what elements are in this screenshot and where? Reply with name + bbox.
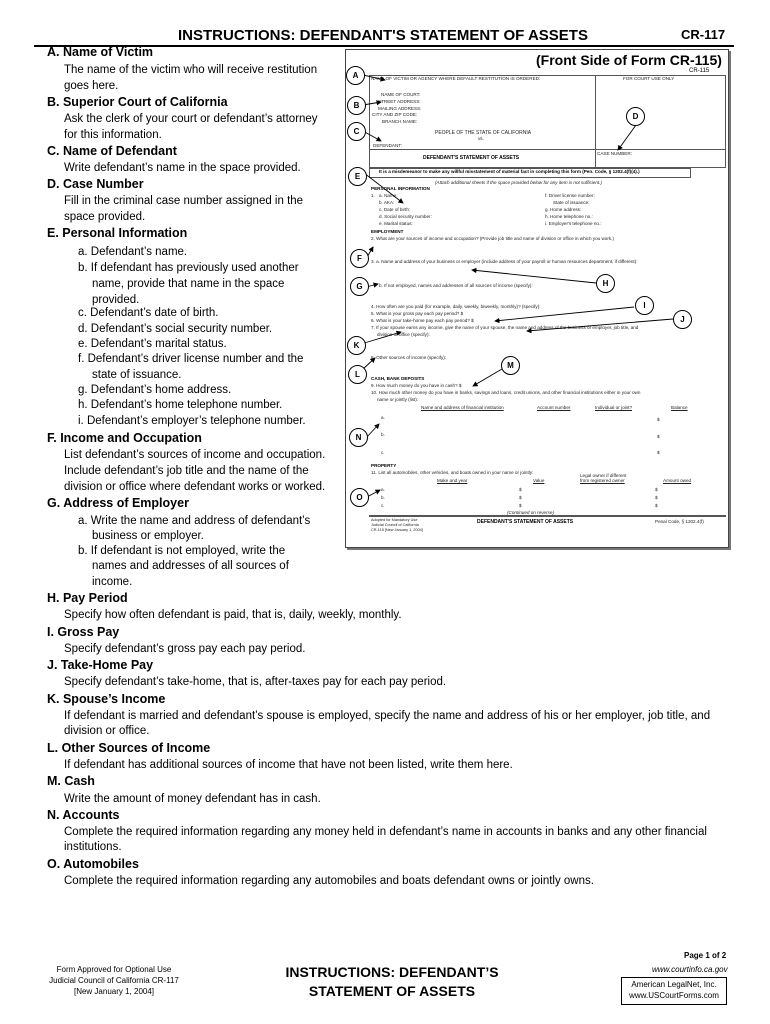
home-address-label: g. Home address:	[545, 207, 582, 212]
q8-text: 8. Other sources of income (specify):	[371, 355, 447, 360]
body-o-1: Complete the required information regarding any automobiles and boats defendant owns or jointly owns.	[64, 875, 594, 887]
auto-value-b: $	[519, 495, 522, 500]
q5-text: 5. What is your gross pay each pay period? $	[371, 311, 464, 316]
body-i-1: Specify defendant’s gross pay each pay period.	[64, 643, 306, 655]
auto-owed-a: $	[655, 487, 658, 492]
auto-row-a: a.	[381, 487, 385, 492]
form-number: CR-117	[681, 27, 726, 42]
body-a-2: goes here.	[64, 80, 119, 92]
arrow-j	[527, 319, 673, 331]
footer-approval-line-3: [New January 1, 2004]	[73, 987, 155, 996]
item-g-b: b. If defendant is not employed, write the	[78, 545, 286, 557]
driver-label: f. Driver license number:	[545, 193, 595, 198]
body-n-1: Complete the required information regarding any money held in defendant’s name in accounts in banks and any other financial	[64, 826, 707, 838]
q10b-text: name or jointly (list):	[377, 397, 419, 402]
body-a-1: The name of the victim who will receive restitution	[64, 64, 318, 76]
heading-h: H. Pay Period	[47, 591, 128, 605]
body-n-2: institutions.	[64, 841, 122, 853]
marker-d: D	[626, 107, 645, 126]
col-account: Account number	[537, 405, 571, 410]
marker-e: E	[348, 167, 367, 186]
auto-row-c: c.	[381, 503, 385, 508]
branch-label: BRANCH NAME:	[382, 119, 418, 124]
q9-text: 9. How much money do you have in cash? $	[371, 383, 462, 388]
heading-n: N. Accounts	[47, 808, 120, 822]
marker-j: J	[673, 310, 692, 329]
q4-text: 4. How often are you paid (for example, daily, weekly, biweekly, monthly)? (specify):	[371, 304, 541, 309]
item-e-b-3: provided.	[92, 294, 140, 306]
warning-text: It is a misdemeanor to make any willful misstatement of material fact in completing this form (Pen. Code, § 1202.4(f)(4).)	[379, 169, 640, 174]
heading-o: O. Automobiles	[47, 857, 139, 871]
body-k-2: division or office.	[64, 725, 150, 737]
heading-l: L. Other Sources of Income	[47, 741, 211, 755]
marker-f: F	[350, 249, 369, 268]
col-individual: Individual or joint?	[595, 405, 633, 410]
arrow-m	[473, 369, 502, 386]
callout-arrows	[345, 49, 729, 548]
item-e-e: e. Defendant’s marital status.	[78, 338, 227, 350]
heading-k: K. Spouse’s Income	[47, 692, 166, 706]
victim-line: NAME OF VICTIM OR AGENCY WHERE DEFAULT RESTITUTION IS ORDERED:	[371, 76, 541, 81]
auto-row-b: b.	[381, 495, 385, 500]
heading-f: F. Income and Occupation	[47, 431, 202, 445]
acct-row-c: c.	[381, 450, 385, 455]
body-k-1: If defendant is married and defendant’s spouse is employed, specify the name and address of his or her employer, job title, and	[64, 710, 711, 722]
arrow-l	[363, 358, 375, 369]
street-label: STREET ADDRESS:	[378, 99, 421, 104]
arrow-h	[472, 270, 596, 283]
body-j-1: Specify defendant’s take-home, that is, after-taxes pay for each pay period.	[64, 676, 447, 688]
aka-label: b. AKA:	[379, 200, 395, 205]
marker-b: B	[347, 96, 366, 115]
publisher-name: American LegalNet, Inc.	[631, 980, 717, 989]
item-e-a: a. Defendant’s name.	[78, 246, 188, 258]
acct-row-b: b.	[381, 432, 385, 437]
arrow-i	[495, 307, 634, 321]
item-e-h: h. Defendant’s home telephone number.	[78, 399, 283, 411]
case-number-label: CASE NUMBER:	[597, 151, 632, 156]
body-c-1: Write defendant’s name in the space provided.	[64, 162, 301, 174]
ssn-label: d. Social security number:	[379, 214, 432, 219]
heading-a: A. Name of Victim	[47, 45, 154, 59]
heading-j: J. Take-Home Pay	[47, 658, 154, 672]
continued-note: (Continued on reverse)	[507, 510, 554, 515]
marker-k: K	[347, 336, 366, 355]
footer-title	[262, 963, 522, 1001]
form-preview-id: CR-115	[689, 68, 710, 74]
auto-owed-c: $	[655, 503, 658, 508]
body-f-2: Include defendant’s job title and the name of the	[64, 465, 309, 477]
form-preview-heading: (Front Side of Form CR-115)	[536, 52, 722, 68]
home-tel-label: h. Home telephone no.:	[545, 214, 593, 219]
name-label: a. Name:	[379, 193, 398, 198]
item-e-f-2: state of issuance.	[92, 369, 182, 381]
heading-c: C. Name of Defendant	[47, 144, 177, 158]
marker-g: G	[350, 277, 369, 296]
item-g-a-2: business or employer.	[92, 530, 204, 542]
heading-e: E. Personal Information	[47, 226, 188, 240]
col-make: Make and year	[437, 478, 468, 483]
people-label: PEOPLE OF THE STATE OF CALIFORNIA	[435, 130, 532, 136]
marker-n: N	[349, 428, 368, 447]
court-name-label: NAME OF COURT:	[381, 92, 421, 97]
body-b-1: Ask the clerk of your court or defendant’s attorney	[64, 113, 318, 125]
item-g-b-2: names and addresses of all sources of	[92, 560, 289, 572]
heading-i: I. Gross Pay	[47, 625, 120, 639]
statement-title: DEFENDANT'S STATEMENT OF ASSETS	[423, 155, 520, 161]
dob-label: c. Date of birth:	[379, 207, 411, 212]
q3b-text: b. If not employed, names and addresses of all sources of income (specify):	[379, 283, 533, 288]
marker-c: C	[347, 122, 366, 141]
item-e-g: g. Defendant’s home address.	[78, 384, 232, 396]
body-m-1: Write the amount of money defendant has in cash.	[64, 793, 321, 805]
item-g-a: a. Write the name and address of defendant’s	[78, 515, 311, 527]
auto-value-a: $	[519, 487, 522, 492]
col-institution: Name and address of financial institution	[421, 405, 504, 410]
item-e-i: i. Defendant’s employer’s telephone number.	[78, 415, 306, 427]
heading-m: M. Cash	[47, 774, 95, 788]
attach-note: (Attach additional sheets if the space provided below for any item is not sufficient.)	[435, 180, 602, 185]
footer-title-line-2: STATEMENT OF ASSETS	[308, 983, 476, 999]
item-g-b-3: income.	[92, 576, 133, 588]
personal-info-label: PERSONAL INFORMATION	[371, 186, 430, 191]
col-legal-owner: Legal owner if different	[580, 473, 627, 478]
col-legal-owner-2: from registered owner	[580, 478, 625, 483]
marker-i: I	[635, 296, 654, 315]
marital-label: e. Marital status:	[379, 221, 413, 226]
q3a-text: 3. a. Name and address of your business or employer (include address of your payroll or human resources department, if different):	[371, 259, 638, 264]
employment-label: EMPLOYMENT	[371, 229, 404, 234]
q6-text: 6. What is your take-home pay each pay period? $	[371, 318, 474, 323]
revised-label: CR-115 [New January 1, 2004]	[371, 528, 423, 532]
property-label: PROPERTY	[371, 463, 397, 468]
employer-tel-label: i. Employer's telephone no.:	[545, 221, 602, 226]
marker-o: O	[350, 488, 369, 507]
publisher-url[interactable]: www.USCourtForms.com	[629, 991, 719, 1000]
q11-text: 11. List all automobiles, other vehicles, and boats owned in your name or jointly:	[371, 470, 534, 475]
acct-dollar-c: $	[657, 450, 660, 455]
body-f-3: division or office where defendant works or worked.	[64, 481, 326, 493]
item-e-b-2: name, provide that name in the space	[92, 278, 285, 290]
col-value: Value	[533, 478, 545, 483]
heading-b: B. Superior Court of California	[47, 95, 228, 109]
q7b-text: division or office (specify):	[377, 332, 430, 337]
body-d-1: Fill in the criminal case number assigned in the	[64, 195, 304, 207]
auto-owed-b: $	[655, 495, 658, 500]
acct-row-a: a.	[381, 415, 385, 420]
marker-l: L	[348, 365, 367, 384]
q1-label: 1.	[371, 193, 375, 198]
pen-code-label: Penal Code, § 1202.4(f)	[655, 519, 704, 524]
auto-value-c: $	[519, 503, 522, 508]
body-b-2: for this information.	[64, 129, 162, 141]
page-number: Page 1 of 2	[684, 951, 727, 960]
arrow-k	[361, 332, 401, 344]
vs-label: vs.	[478, 136, 484, 141]
form-cr115-preview	[345, 49, 729, 548]
acct-dollar-a: $	[657, 417, 660, 422]
item-e-f: f. Defendant’s driver license number and the	[78, 353, 304, 365]
col-balance: Balance	[671, 405, 688, 410]
marker-h: H	[596, 274, 615, 293]
adopted-label: Adopted for Mandatory Use	[371, 518, 418, 522]
item-e-b: b. If defendant has previously used another	[78, 262, 299, 274]
court-url[interactable]: www.courtinfo.ca.gov	[652, 965, 728, 974]
court-use-label: FOR COURT USE ONLY	[623, 76, 675, 81]
item-e-c: c. Defendant’s date of birth.	[78, 307, 219, 319]
heading-g: G. Address of Employer	[47, 496, 189, 510]
mailing-label: MAILING ADDRESS:	[378, 106, 422, 111]
state-issuance-label: State of issuance:	[553, 200, 590, 205]
col-amount-owed: Amount owed	[663, 478, 692, 483]
footer-title-line-1: INSTRUCTIONS: DEFENDANT’S	[285, 964, 499, 980]
body-f-1: List defendant’s sources of income and occupation.	[64, 449, 326, 461]
item-e-d: d. Defendant’s social security number.	[78, 323, 273, 335]
publisher-box	[621, 977, 727, 1005]
footer-approval-line-1: Form Approved for Optional Use	[56, 965, 172, 974]
q10-text: 10. How much other money do you have in banks, savings and loans, credit unions, and other financial institutions either in your own	[371, 390, 641, 395]
defendant-label: DEFENDANT:	[373, 143, 402, 148]
form-footer-title: DEFENDANT'S STATEMENT OF ASSETS	[477, 519, 574, 525]
q7-text: 7. If your spouse earns any income, give the name of your spouse, the name and address of the business or employer, job title, and	[371, 325, 639, 330]
cash-label: CASH, BANK DEPOSITS	[371, 376, 425, 381]
marker-a: A	[346, 66, 365, 85]
footer-approval-line-2: Judicial Council of California CR-117	[49, 976, 179, 985]
city-label: CITY AND ZIP CODE:	[372, 112, 418, 117]
arrow-d	[618, 125, 636, 150]
body-l-1: If defendant has additional sources of income that have not been listed, write them here.	[64, 759, 513, 771]
body-h-1: Specify how often defendant is paid, that is, daily, weekly, monthly.	[64, 609, 402, 621]
heading-d: D. Case Number	[47, 177, 144, 191]
footer-approval	[44, 964, 184, 997]
acct-dollar-b: $	[657, 434, 660, 439]
body-d-2: space provided.	[64, 211, 146, 223]
council-label: Judicial Council of California	[371, 523, 419, 527]
marker-m: M	[501, 356, 520, 375]
page-title: INSTRUCTIONS: DEFENDANT'S STATEMENT OF ASSETS	[178, 27, 588, 44]
arrow-e	[364, 173, 403, 203]
arrow-a	[363, 75, 385, 80]
q2-text: 2. What are your sources of income and occupation? (Provide job title and name of division or office in which you work.)	[371, 236, 614, 241]
